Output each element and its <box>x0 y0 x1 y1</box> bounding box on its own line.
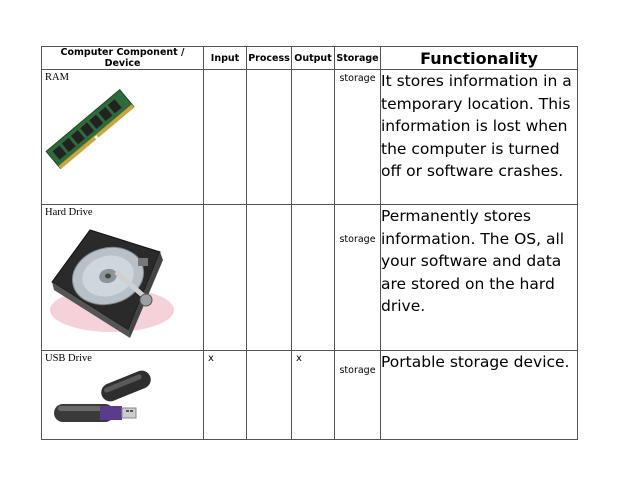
usb-drive-image <box>42 364 162 434</box>
output-cell <box>292 205 335 351</box>
table-row <box>42 70 578 205</box>
process-cell <box>247 351 292 440</box>
header-input: Input <box>204 47 247 70</box>
ram-stick-image <box>42 83 142 183</box>
functionality-cell: It stores information in a temporary location. This information is lost when the computer is turned off or software crashes. <box>381 70 578 205</box>
storage-cell: storage <box>335 70 381 205</box>
input-cell: x <box>204 351 247 440</box>
input-cell <box>204 205 247 351</box>
process-cell <box>247 70 292 205</box>
header-row <box>42 47 578 70</box>
component-name: USB Drive <box>45 353 92 364</box>
table-row <box>42 205 578 351</box>
component-cell <box>42 351 204 440</box>
functionality-cell: Permanently stores information. The OS, all your software and data are stored on the hard drive. <box>381 205 578 351</box>
header-process: Process <box>247 47 292 70</box>
input-cell <box>204 70 247 205</box>
process-cell <box>247 205 292 351</box>
header-functionality: Functionality <box>381 47 578 70</box>
output-cell <box>292 70 335 205</box>
hard-drive-image <box>42 218 202 346</box>
header-storage: Storage <box>335 47 381 70</box>
table-row <box>42 351 578 440</box>
storage-cell: storage <box>335 205 381 351</box>
header-component: Computer Component / Device <box>42 47 204 70</box>
component-table <box>41 46 578 440</box>
component-name: RAM <box>45 72 69 83</box>
component-cell <box>42 205 204 351</box>
storage-cell: storage <box>335 351 381 440</box>
header-output: Output <box>292 47 335 70</box>
component-cell <box>42 70 204 205</box>
output-cell: x <box>292 351 335 440</box>
component-name: Hard Drive <box>45 207 93 218</box>
functionality-cell: Portable storage device. <box>381 351 578 440</box>
